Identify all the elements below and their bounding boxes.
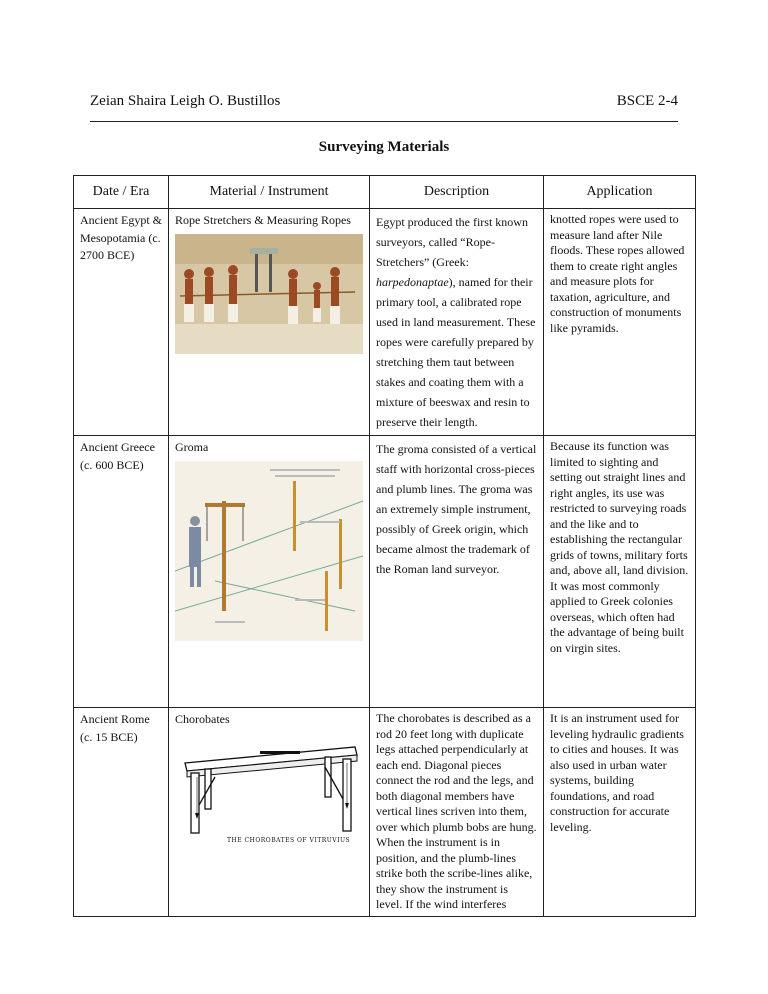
column-header-application: Application — [544, 176, 696, 209]
chorobates-caption: THE CHOROBATES OF VITRUVIUS — [227, 837, 351, 844]
surveying-table — [73, 175, 696, 917]
column-header-era: Date / Era — [74, 176, 169, 209]
rope-stretchers-image — [175, 234, 363, 358]
document-title: Surveying Materials — [318, 139, 450, 155]
page-header — [90, 93, 678, 113]
instrument-cell — [169, 436, 370, 708]
application-cell: It is an instrument used for leveling hydraulic gradients to cities and houses. It was also used in urban water systems, building foundations, and road construction for accurate leveling. — [544, 708, 696, 917]
description-cell — [370, 209, 544, 436]
class-section: BSCE 2-4 — [616, 93, 678, 109]
application-cell: Because its function was limited to sighting and setting out straight lines and right angles, its use was restricted to surveying roads and the like and to establishing the rectangular grids of towns, military forts and, above all, land division. It was most commonly applied to Greek colonies overseas, which often had the advantage of being built on virgin sites. — [544, 436, 696, 708]
groma-diagram-image — [175, 461, 363, 645]
header-rule — [90, 121, 678, 122]
instrument-name: Chorobates — [175, 712, 230, 726]
application-cell: knotted ropes were used to measure land after Nile floods. These ropes allowed them to create right angles and measure plots for taxation, agriculture, and construction of monuments like pyramids. — [544, 209, 696, 436]
instrument-cell — [169, 708, 370, 917]
description-text: Egypt produced the first known surveyors, called “Rope-Stretchers” (Greek: — [376, 215, 528, 269]
chorobates-image — [175, 733, 363, 855]
column-header-description: Description — [370, 176, 544, 209]
description-text: ), named for their primary tool, a calibrated rope used in land measurement. These ropes were carefully prepared by stretching them taut between stakes and coating them with a mixture of beeswax and resin to preserve their length. — [376, 275, 536, 429]
instrument-name: Groma — [175, 440, 209, 454]
description-cell: The chorobates is described as a rod 20 feet long with duplicate legs attached perpendicularly at each end. Diagonal pieces connect the rod and the legs, and both diagonal members have vertical lines scriven into them, over which plumb bobs are hung. When the instrument is in position, and the plumb-lines strike both the scribe-lines alike, they show the instrument is level. If the wind interferes — [370, 708, 544, 917]
table-row — [74, 209, 696, 436]
instrument-name: Rope Stretchers & Measuring Ropes — [175, 213, 351, 227]
era-cell: Ancient Rome (c. 15 BCE) — [74, 708, 169, 917]
era-cell: Ancient Greece (c. 600 BCE) — [74, 436, 169, 708]
table-row — [74, 436, 696, 708]
table-header-row — [74, 176, 696, 209]
description-cell: The groma consisted of a vertical staff with horizontal cross-pieces and plumb lines. The groma was an extremely simple instrument, possibly of Greek origin, which became almost the trademark of the Roman land surveyor. — [370, 436, 544, 708]
description-italic-term: harpedonaptae — [376, 275, 449, 289]
column-header-instrument: Material / Instrument — [169, 176, 370, 209]
instrument-cell — [169, 209, 370, 436]
author-name: Zeian Shaira Leigh O. Bustillos — [90, 93, 281, 109]
era-cell: Ancient Egypt & Mesopotamia (c. 2700 BCE) — [74, 209, 169, 436]
table-row — [74, 708, 696, 917]
